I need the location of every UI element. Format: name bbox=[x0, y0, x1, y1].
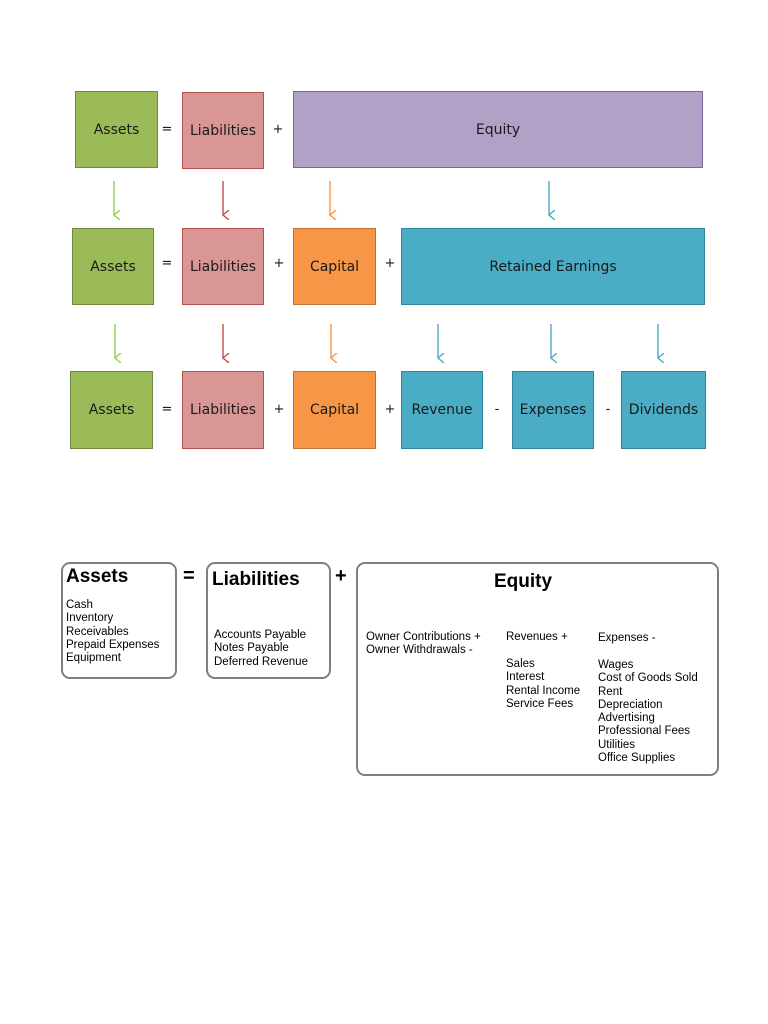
list-item: Equipment bbox=[66, 652, 121, 665]
row2-retained-earnings-box bbox=[401, 228, 705, 305]
list-item: Owner Contributions + bbox=[366, 631, 481, 643]
list-item: Prepaid Expenses bbox=[66, 638, 160, 651]
equation-equals: = bbox=[183, 565, 195, 587]
equity-revenues-items bbox=[506, 658, 580, 711]
list-item: Cash bbox=[66, 599, 93, 611]
row2-equals: = bbox=[161, 256, 173, 271]
equation-plus: + bbox=[335, 565, 347, 587]
list-item: Cost of Goods Sold bbox=[598, 672, 698, 685]
list-item: Rental Income bbox=[506, 684, 581, 697]
row3-revenue-box bbox=[401, 371, 483, 449]
row3-assets-label: Assets bbox=[88, 402, 135, 418]
row2-retained-earnings-label: Retained Earnings bbox=[489, 258, 617, 275]
row2-assets-box bbox=[72, 228, 154, 305]
list-item: Notes Payable bbox=[214, 642, 289, 655]
equity-expenses-items bbox=[598, 659, 698, 765]
row3-dividends-label: Dividends bbox=[628, 402, 699, 418]
row3-plus-2: + bbox=[384, 402, 396, 417]
row3-capital-label: Capital bbox=[309, 402, 360, 418]
list-item: Interest bbox=[506, 671, 545, 684]
list-item: Inventory bbox=[66, 612, 114, 625]
row3-minus-2: - bbox=[605, 402, 611, 417]
list-item: Wages bbox=[598, 659, 634, 671]
list-item: Office Supplies bbox=[598, 752, 676, 765]
list-item: Rent bbox=[598, 685, 623, 698]
equity-card-title: Equity bbox=[494, 571, 553, 592]
row2-liabilities-box bbox=[182, 228, 264, 305]
row3-dividends-box bbox=[621, 371, 706, 449]
row3-equals: = bbox=[161, 402, 173, 417]
list-item: Owner Withdrawals - bbox=[366, 644, 473, 657]
row3-capital-box bbox=[293, 371, 376, 449]
row2-plus-2: + bbox=[384, 256, 396, 271]
row2-liabilities-label: Liabilities bbox=[189, 258, 257, 275]
row3-liabilities-box bbox=[182, 371, 264, 449]
row2-capital-box bbox=[293, 228, 376, 305]
row3-liabilities-label: Liabilities bbox=[189, 402, 257, 418]
list-item: Sales bbox=[506, 658, 535, 670]
equity-revenues-header: Revenues + bbox=[506, 631, 568, 643]
row1-equity-box bbox=[293, 91, 703, 168]
list-item: Depreciation bbox=[598, 698, 663, 711]
equity-expenses-header: Expenses - bbox=[598, 632, 656, 644]
list-item: Accounts Payable bbox=[214, 629, 307, 641]
row3-plus-1: + bbox=[273, 402, 285, 417]
row3-expenses-box bbox=[512, 371, 594, 449]
row1-equals: = bbox=[161, 122, 173, 137]
row2-plus-1: + bbox=[273, 256, 285, 271]
list-item: Advertising bbox=[598, 712, 655, 725]
row2-assets-label: Assets bbox=[90, 258, 136, 275]
row1-assets-label: Assets bbox=[93, 121, 140, 138]
row3-assets-box bbox=[70, 371, 153, 449]
list-item: Service Fees bbox=[506, 697, 574, 710]
row1-liabilities-label: Liabilities bbox=[189, 122, 257, 139]
list-item: Professional Fees bbox=[598, 725, 691, 738]
liabilities-card-title: Liabilities bbox=[212, 569, 300, 590]
list-item: Deferred Revenue bbox=[214, 655, 308, 668]
row3-expenses-label: Expenses bbox=[519, 402, 587, 418]
row1-assets-box bbox=[75, 91, 158, 168]
list-item: Receivables bbox=[66, 625, 129, 638]
row2-capital-label: Capital bbox=[309, 258, 360, 275]
row3-revenue-label: Revenue bbox=[411, 402, 473, 418]
liabilities-card-items bbox=[214, 629, 308, 669]
list-item: Utilities bbox=[598, 738, 636, 751]
row3-minus-1: - bbox=[494, 402, 500, 417]
assets-card-title: Assets bbox=[66, 566, 129, 587]
row1-liabilities-box bbox=[182, 92, 264, 169]
equity-owner-items bbox=[366, 631, 481, 658]
assets-card-items bbox=[66, 599, 159, 665]
row1-equity-label: Equity bbox=[475, 121, 521, 138]
row1-plus: + bbox=[272, 122, 284, 137]
